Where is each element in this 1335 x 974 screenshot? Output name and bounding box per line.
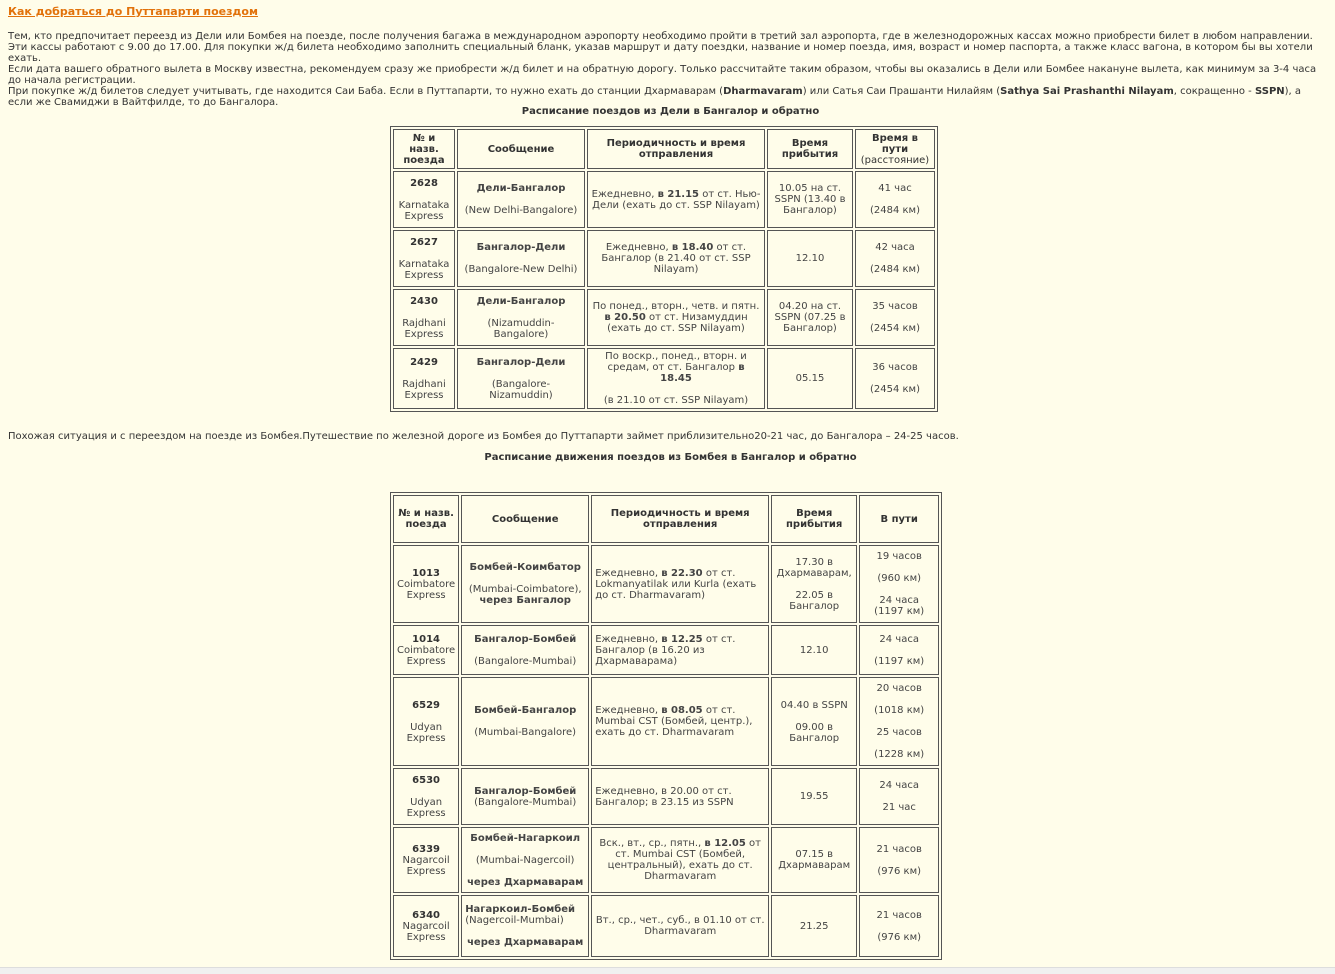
header-departure: Периодичность и время отправления (591, 495, 769, 543)
table2-caption: Расписание движения поездов из Бомбея в Бангалор и обратно (484, 452, 857, 463)
arrival-cell: 12.10 (767, 230, 853, 287)
table-row (393, 289, 935, 346)
departure-cell: Вск., вт., ср., пятн., в 12.05 от ст. Mumbai CST (Бомбей, центральный), ехать до ст. Dharmavaram (591, 827, 769, 893)
departure-cell: По понед., вторн., четв. и пятн. в 20.50 от ст. Низамуддин (ехать до ст. SSP Nilayam) (587, 289, 765, 346)
header-arrival: Время прибытия (771, 495, 857, 543)
arrival-cell: 07.15 в Дхармаварам (771, 827, 857, 893)
arrival-cell: 12.10 (771, 625, 857, 675)
header-route: Сообщение (461, 495, 589, 543)
header-train: № и назв. поезда (393, 495, 459, 543)
duration-cell: 20 часов (1018 км) 25 часов (1228 км) (859, 677, 939, 766)
page-title: Как добраться до Путтапарти поездом (8, 5, 258, 18)
duration-cell: 35 часов (2454 км) (855, 289, 935, 346)
bombay-bangalore-schedule-table (390, 492, 942, 960)
departure-cell: Ежедневно, в 12.25 от ст. Бангалор (в 16.20 из Дхармаварама) (591, 625, 769, 675)
arrival-cell: 04.40 в SSPN 09.00 в Бангалор (771, 677, 857, 766)
intro-paragraph-3: При покупке ж/д билетов следует учитывать, где находится Саи Баба. Если в Путтапарти, то нужно ехать до станции Дхармаварам (Dharmavaram) или Сатья Саи Прашанти Нилайям (Sathya Sai Prashanthi Nilayam, сокращенно - SSPN), а если же Свамиджи в Вайтфилде, то до Бангалора. (8, 86, 1302, 108)
table-row (393, 827, 939, 893)
table-row (393, 171, 935, 228)
departure-cell: По воскр., понед., вторн. и средам, от ст. Бангалор в 18.45 (в 21.10 от ст. SSP Nilayam) (587, 348, 765, 409)
route-cell: Бомбей-Коимбатор (Mumbai-Coimbatore), через Бангалор (461, 545, 589, 623)
train-cell: 2627 Karnataka Express (393, 230, 455, 287)
train-cell: 1014 Coimbatore Express (393, 625, 459, 675)
table-row (393, 348, 935, 409)
route-cell: Бангалор-Дели (Bangalore-Nizamuddin) (457, 348, 585, 409)
intro-paragraph-2: Если дата вашего обратного вылета в Москву известна, рекомендуем сразу же приобрести ж/д билет и на обратную дорогу. Только рассчитайте таким образом, чтобы вы оказались в Дели или Бомбее накануне вылета, как минимум за 3-4 часа до начала регистрации. (8, 64, 1317, 86)
departure-cell: Ежедневно, в 22.30 от ст. Lokmanyatilak или Kurla (ехать до ст. Dharmavaram) (591, 545, 769, 623)
header-duration: Время в пути (расстояние) (855, 129, 935, 169)
arrival-cell: 21.25 (771, 895, 857, 957)
route-cell: Бомбей-Бангалор (Mumbai-Bangalore) (461, 677, 589, 766)
train-cell: 6529 Udyan Express (393, 677, 459, 766)
horizontal-scrollbar[interactable] (0, 967, 1335, 974)
header-route: Сообщение (457, 129, 585, 169)
route-cell: Бангалор-Бомбей (Bangalore-Mumbai) (461, 768, 589, 825)
departure-cell: Ежедневно, в 20.00 от ст. Бангалор; в 23.15 из SSPN (591, 768, 769, 825)
arrival-cell: 04.20 на ст. SSPN (07.25 в Бангалор) (767, 289, 853, 346)
route-cell: Нагаркоил-Бомбей (Nagercoil-Mumbai) через Дхармаварам (461, 895, 589, 957)
duration-cell: 42 часа (2484 км) (855, 230, 935, 287)
table-row (393, 895, 939, 957)
duration-cell: 36 часов (2454 км) (855, 348, 935, 409)
arrival-cell: 17.30 в Дхармаварам, 22.05 в Бангалор (771, 545, 857, 623)
train-cell: 6340 Nagarcoil Express (393, 895, 459, 957)
arrival-cell: 19.55 (771, 768, 857, 825)
train-cell: 2429 Rajdhani Express (393, 348, 455, 409)
table-header-row (393, 495, 939, 543)
train-cell: 6339 Nagarcoil Express (393, 827, 459, 893)
header-departure: Периодичность и время отправления (587, 129, 765, 169)
header-arrival: Время прибытия (767, 129, 853, 169)
duration-cell: 24 часа 21 час (859, 768, 939, 825)
departure-cell: Ежедневно, в 21.15 от ст. Нью-Дели (ехать до ст. SSP Nilayam) (587, 171, 765, 228)
table-row (393, 768, 939, 825)
duration-cell: 19 часов (960 км) 24 часа (1197 км) (859, 545, 939, 623)
table-row (393, 230, 935, 287)
train-cell: 2628 Karnataka Express (393, 171, 455, 228)
arrival-cell: 05.15 (767, 348, 853, 409)
route-cell: Дели-Бангалор (Nizamuddin-Bangalore) (457, 289, 585, 346)
intro-text (8, 31, 1326, 108)
departure-cell: Ежедневно, в 08.05 от ст. Mumbai CST (Бомбей, центр.), ехать до ст. Dharmavaram (591, 677, 769, 766)
route-cell: Дели-Бангалор (New Delhi-Bangalore) (457, 171, 585, 228)
table1-caption: Расписание поездов из Дели в Бангалор и обратно (521, 106, 820, 117)
table-row (393, 625, 939, 675)
delhi-bangalore-schedule-table (390, 126, 938, 412)
intro-paragraph-1: Тем, кто предпочитает переезд из Дели или Бомбея на поезде, после получения багажа в международном аэропорту необходимо пройти в третий зал аэропорта, где в железнодорожных кассах можно приобрести билет в любом направлении. Эти кассы работают с 9.00 до 17.00. Для покупки ж/д билета необходимо заполнить специальный бланк, указав маршрут и дату поездки, название и номер поезда, имя, возраст и номер паспорта, а также класс вагона, в котором бы вы хотели ехать. (8, 31, 1313, 64)
table-header-row (393, 129, 935, 169)
duration-cell: 21 часов (976 км) (859, 895, 939, 957)
bombay-intro-text: Похожая ситуация и с переездом на поезде из Бомбея.Путешествие по железной дороге из Бомбея до Путтапарти займет приблизительно20-21 час, до Бангалора – 24-25 часов. (8, 431, 959, 442)
departure-cell: Ежедневно, в 18.40 от ст. Бангалор (в 21.40 от ст. SSP Nilayam) (587, 230, 765, 287)
duration-cell: 41 час (2484 км) (855, 171, 935, 228)
table-row (393, 677, 939, 766)
train-cell: 6530 Udyan Express (393, 768, 459, 825)
header-train: № и назв. поезда (393, 129, 455, 169)
header-duration: В пути (859, 495, 939, 543)
duration-cell: 21 часов (976 км) (859, 827, 939, 893)
train-cell: 2430 Rajdhani Express (393, 289, 455, 346)
route-cell: Бангалор-Бомбей (Bangalore-Mumbai) (461, 625, 589, 675)
departure-cell: Вт., ср., чет., суб., в 01.10 от ст. Dharmavaram (591, 895, 769, 957)
route-cell: Бомбей-Нагаркоил (Mumbai-Nagercoil) через Дхармаварам (461, 827, 589, 893)
duration-cell: 24 часа (1197 км) (859, 625, 939, 675)
route-cell: Бангалор-Дели (Bangalore-New Delhi) (457, 230, 585, 287)
table-row (393, 545, 939, 623)
train-cell: 1013 Coimbatore Express (393, 545, 459, 623)
arrival-cell: 10.05 на ст. SSPN (13.40 в Бангалор) (767, 171, 853, 228)
